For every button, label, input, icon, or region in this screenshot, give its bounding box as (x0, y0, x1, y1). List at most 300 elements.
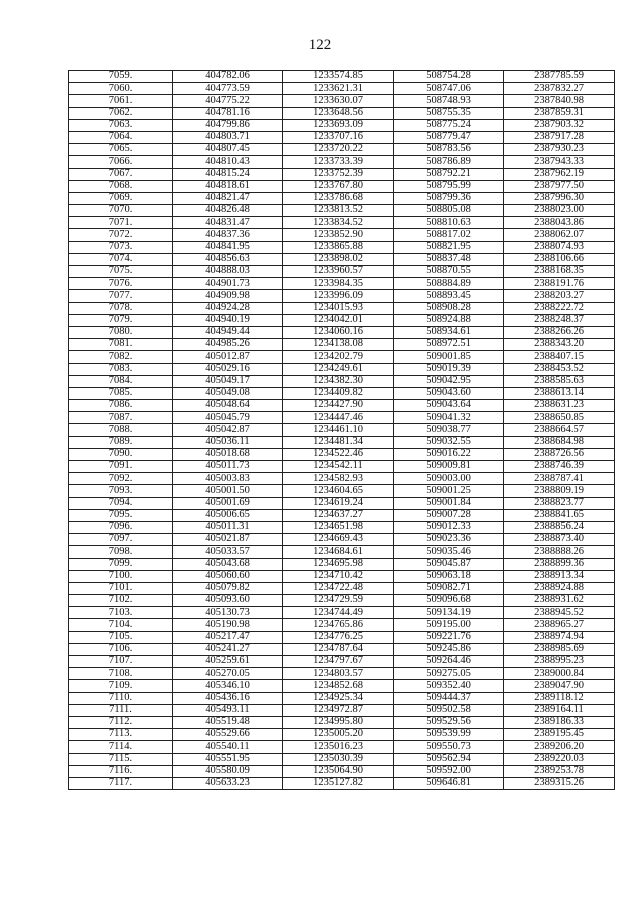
point-number-cell: 7116. (69, 765, 173, 777)
point-number-cell: 7091. (69, 461, 173, 473)
coord-y1-cell: 1234042.01 (283, 314, 394, 326)
coord-x1-cell: 404807.45 (173, 144, 283, 156)
coord-x2-cell: 509042.95 (394, 375, 504, 387)
coord-y1-cell: 1233720.22 (283, 144, 394, 156)
table-row (69, 521, 615, 533)
coord-y1-cell: 1233852.90 (283, 229, 394, 241)
coord-x2-cell: 509041.32 (394, 412, 504, 424)
table-row (69, 205, 615, 217)
coord-y1-cell: 1233707.16 (283, 131, 394, 143)
coord-y2-cell: 2389253.78 (504, 765, 615, 777)
coord-x2-cell: 509592.00 (394, 765, 504, 777)
coord-x2-cell: 509444.37 (394, 692, 504, 704)
table-row (69, 473, 615, 485)
point-number-cell: 7078. (69, 302, 173, 314)
coord-x2-cell: 508754.28 (394, 71, 504, 83)
table-row (69, 217, 615, 229)
coord-x2-cell: 509562.94 (394, 753, 504, 765)
coord-y1-cell: 1233834.52 (283, 217, 394, 229)
coord-x1-cell: 404799.86 (173, 119, 283, 131)
table-row (69, 704, 615, 716)
coord-x1-cell: 405060.60 (173, 570, 283, 582)
coord-x1-cell: 405049.08 (173, 387, 283, 399)
point-number-cell: 7102. (69, 595, 173, 607)
table-row (69, 278, 615, 290)
table-row (69, 765, 615, 777)
coord-x1-cell: 404810.43 (173, 156, 283, 168)
coord-y2-cell: 2388266.26 (504, 326, 615, 338)
point-number-cell: 7114. (69, 741, 173, 753)
coord-x2-cell: 509082.71 (394, 582, 504, 594)
coord-x2-cell: 509035.46 (394, 546, 504, 558)
coord-y1-cell: 1234722.48 (283, 582, 394, 594)
table-row (69, 83, 615, 95)
coord-y1-cell: 1234060.16 (283, 326, 394, 338)
coord-y2-cell: 2388453.52 (504, 363, 615, 375)
coord-y1-cell: 1234925.34 (283, 692, 394, 704)
coord-x1-cell: 405633.23 (173, 777, 283, 789)
coord-y1-cell: 1235005.20 (283, 729, 394, 741)
coord-x1-cell: 405241.27 (173, 643, 283, 655)
point-number-cell: 7107. (69, 656, 173, 668)
coord-x1-cell: 405519.48 (173, 716, 283, 728)
table-row (69, 777, 615, 789)
coord-x1-cell: 405270.05 (173, 668, 283, 680)
coord-x2-cell: 509275.05 (394, 668, 504, 680)
point-number-cell: 7097. (69, 534, 173, 546)
point-number-cell: 7071. (69, 217, 173, 229)
coord-y1-cell: 1233813.52 (283, 205, 394, 217)
coord-y1-cell: 1233786.68 (283, 192, 394, 204)
point-number-cell: 7082. (69, 351, 173, 363)
coord-x2-cell: 509032.55 (394, 436, 504, 448)
point-number-cell: 7061. (69, 95, 173, 107)
coord-x1-cell: 404775.22 (173, 95, 283, 107)
coord-x2-cell: 508805.08 (394, 205, 504, 217)
coord-x2-cell: 509012.33 (394, 521, 504, 533)
point-number-cell: 7069. (69, 192, 173, 204)
coord-y2-cell: 2388650.85 (504, 412, 615, 424)
point-number-cell: 7073. (69, 241, 173, 253)
point-number-cell: 7092. (69, 473, 173, 485)
coord-y2-cell: 2388873.40 (504, 534, 615, 546)
coord-y1-cell: 1233648.56 (283, 107, 394, 119)
coord-y1-cell: 1233767.80 (283, 180, 394, 192)
coord-x1-cell: 405018.68 (173, 448, 283, 460)
coord-y2-cell: 2389164.11 (504, 704, 615, 716)
coord-x1-cell: 405012.87 (173, 351, 283, 363)
point-number-cell: 7065. (69, 144, 173, 156)
coord-y1-cell: 1234461.10 (283, 424, 394, 436)
table-row (69, 156, 615, 168)
table-row (69, 107, 615, 119)
coord-x1-cell: 404924.28 (173, 302, 283, 314)
point-number-cell: 7103. (69, 607, 173, 619)
point-number-cell: 7112. (69, 716, 173, 728)
coord-x1-cell: 404901.73 (173, 278, 283, 290)
coord-x2-cell: 508934.61 (394, 326, 504, 338)
point-number-cell: 7088. (69, 424, 173, 436)
coord-x1-cell: 404856.63 (173, 253, 283, 265)
coord-x1-cell: 404818.61 (173, 180, 283, 192)
coord-x2-cell: 509001.85 (394, 351, 504, 363)
coord-x1-cell: 404837.36 (173, 229, 283, 241)
coord-x2-cell: 508795.99 (394, 180, 504, 192)
table-row (69, 266, 615, 278)
coord-y1-cell: 1233574.85 (283, 71, 394, 83)
coord-x1-cell: 405045.79 (173, 412, 283, 424)
coord-y2-cell: 2387840.98 (504, 95, 615, 107)
point-number-cell: 7094. (69, 497, 173, 509)
coord-y2-cell: 2388913.34 (504, 570, 615, 582)
coord-y1-cell: 1234447.46 (283, 412, 394, 424)
point-number-cell: 7084. (69, 375, 173, 387)
coord-y2-cell: 2387832.27 (504, 83, 615, 95)
table-row (69, 558, 615, 570)
table-row (69, 339, 615, 351)
coord-y1-cell: 1234765.86 (283, 619, 394, 631)
coord-y1-cell: 1234995.80 (283, 716, 394, 728)
coord-x1-cell: 405048.64 (173, 400, 283, 412)
coord-x2-cell: 508748.93 (394, 95, 504, 107)
point-number-cell: 7079. (69, 314, 173, 326)
coord-x1-cell: 404909.98 (173, 290, 283, 302)
coord-y1-cell: 1233865.88 (283, 241, 394, 253)
coord-y2-cell: 2388191.76 (504, 278, 615, 290)
coord-y2-cell: 2389000.84 (504, 668, 615, 680)
coord-x1-cell: 405259.61 (173, 656, 283, 668)
coord-y2-cell: 2388974.94 (504, 631, 615, 643)
table-row (69, 363, 615, 375)
table-row (69, 485, 615, 497)
coord-y1-cell: 1234684.61 (283, 546, 394, 558)
table-row (69, 424, 615, 436)
coord-y1-cell: 1235064.90 (283, 765, 394, 777)
table-row (69, 595, 615, 607)
coord-x2-cell: 509646.81 (394, 777, 504, 789)
coord-y1-cell: 1233984.35 (283, 278, 394, 290)
coord-y1-cell: 1233996.09 (283, 290, 394, 302)
coord-y1-cell: 1234637.27 (283, 509, 394, 521)
point-number-cell: 7075. (69, 266, 173, 278)
coord-y1-cell: 1233960.57 (283, 266, 394, 278)
coord-y1-cell: 1234797.67 (283, 656, 394, 668)
table-row (69, 436, 615, 448)
coord-y2-cell: 2387977.50 (504, 180, 615, 192)
coord-x1-cell: 405036.11 (173, 436, 283, 448)
coord-y1-cell: 1234382.30 (283, 375, 394, 387)
coord-y1-cell: 1233630.07 (283, 95, 394, 107)
coord-y1-cell: 1234582.93 (283, 473, 394, 485)
coord-y1-cell: 1233693.09 (283, 119, 394, 131)
coord-x2-cell: 509245.86 (394, 643, 504, 655)
table-row (69, 302, 615, 314)
coord-y2-cell: 2388222.72 (504, 302, 615, 314)
coord-x1-cell: 405580.09 (173, 765, 283, 777)
coord-x1-cell: 405011.73 (173, 461, 283, 473)
coord-y2-cell: 2388931.62 (504, 595, 615, 607)
table-row (69, 631, 615, 643)
table-row (69, 692, 615, 704)
coord-y1-cell: 1234542.11 (283, 461, 394, 473)
point-number-cell: 7117. (69, 777, 173, 789)
coord-y1-cell: 1234729.59 (283, 595, 394, 607)
point-number-cell: 7105. (69, 631, 173, 643)
coord-y1-cell: 1234776.25 (283, 631, 394, 643)
coord-y2-cell: 2388823.77 (504, 497, 615, 509)
coord-y2-cell: 2387917.28 (504, 131, 615, 143)
coord-y2-cell: 2388995.23 (504, 656, 615, 668)
point-number-cell: 7077. (69, 290, 173, 302)
table-row (69, 741, 615, 753)
coord-x1-cell: 405217.47 (173, 631, 283, 643)
coord-x2-cell: 508821.95 (394, 241, 504, 253)
table-row (69, 509, 615, 521)
coord-x2-cell: 508786.89 (394, 156, 504, 168)
coord-x1-cell: 404773.59 (173, 83, 283, 95)
coord-x2-cell: 508893.45 (394, 290, 504, 302)
coord-y2-cell: 2388841.65 (504, 509, 615, 521)
coord-y2-cell: 2388888.26 (504, 546, 615, 558)
coord-x2-cell: 509043.64 (394, 400, 504, 412)
coord-x1-cell: 405493.11 (173, 704, 283, 716)
table-row (69, 351, 615, 363)
coord-y2-cell: 2388074.93 (504, 241, 615, 253)
coord-y1-cell: 1233733.39 (283, 156, 394, 168)
coord-x1-cell: 404888.03 (173, 266, 283, 278)
point-number-cell: 7115. (69, 753, 173, 765)
coord-x1-cell: 404940.19 (173, 314, 283, 326)
point-number-cell: 7096. (69, 521, 173, 533)
point-number-cell: 7063. (69, 119, 173, 131)
point-number-cell: 7068. (69, 180, 173, 192)
coord-x1-cell: 405003.83 (173, 473, 283, 485)
point-number-cell: 7090. (69, 448, 173, 460)
coord-x1-cell: 405033.57 (173, 546, 283, 558)
coord-y2-cell: 2388684.98 (504, 436, 615, 448)
coord-x2-cell: 509195.00 (394, 619, 504, 631)
table-row (69, 375, 615, 387)
table-row (69, 716, 615, 728)
table-row (69, 570, 615, 582)
coord-x1-cell: 405042.87 (173, 424, 283, 436)
table-row (69, 326, 615, 338)
table-row (69, 607, 615, 619)
coord-y1-cell: 1233898.02 (283, 253, 394, 265)
coord-x1-cell: 405049.17 (173, 375, 283, 387)
point-number-cell: 7076. (69, 278, 173, 290)
page-number: 122 (308, 37, 332, 53)
coord-x1-cell: 405001.50 (173, 485, 283, 497)
coord-x2-cell: 508908.28 (394, 302, 504, 314)
coord-x1-cell: 405540.11 (173, 741, 283, 753)
point-number-cell: 7083. (69, 363, 173, 375)
coord-y1-cell: 1235127.82 (283, 777, 394, 789)
table-row (69, 131, 615, 143)
point-number-cell: 7059. (69, 71, 173, 83)
point-number-cell: 7080. (69, 326, 173, 338)
coord-x2-cell: 509016.22 (394, 448, 504, 460)
point-number-cell: 7101. (69, 582, 173, 594)
coord-y2-cell: 2388856.24 (504, 521, 615, 533)
table-row (69, 229, 615, 241)
table-row (69, 497, 615, 509)
table-row (69, 534, 615, 546)
coord-y2-cell: 2387859.31 (504, 107, 615, 119)
coord-y2-cell: 2388965.27 (504, 619, 615, 631)
point-number-cell: 7093. (69, 485, 173, 497)
coord-x1-cell: 405043.68 (173, 558, 283, 570)
point-number-cell: 7086. (69, 400, 173, 412)
coord-y2-cell: 2388924.88 (504, 582, 615, 594)
coord-y1-cell: 1234651.98 (283, 521, 394, 533)
coord-x2-cell: 509096.68 (394, 595, 504, 607)
coord-y1-cell: 1234744.49 (283, 607, 394, 619)
point-number-cell: 7100. (69, 570, 173, 582)
coord-y2-cell: 2388631.23 (504, 400, 615, 412)
coord-y1-cell: 1235030.39 (283, 753, 394, 765)
point-number-cell: 7087. (69, 412, 173, 424)
coord-x1-cell: 404815.24 (173, 168, 283, 180)
coord-x1-cell: 405011.31 (173, 521, 283, 533)
coord-x2-cell: 509001.84 (394, 497, 504, 509)
coord-y2-cell: 2389206.20 (504, 741, 615, 753)
coord-y1-cell: 1234249.61 (283, 363, 394, 375)
coord-y1-cell: 1234427.90 (283, 400, 394, 412)
coord-x2-cell: 509352.40 (394, 680, 504, 692)
point-number-cell: 7064. (69, 131, 173, 143)
coord-x2-cell: 508837.48 (394, 253, 504, 265)
table-row (69, 546, 615, 558)
table-row (69, 144, 615, 156)
coord-x1-cell: 404781.16 (173, 107, 283, 119)
coord-x1-cell: 405093.60 (173, 595, 283, 607)
coord-x2-cell: 509264.46 (394, 656, 504, 668)
table-row (69, 668, 615, 680)
coord-y2-cell: 2388168.35 (504, 266, 615, 278)
point-number-cell: 7074. (69, 253, 173, 265)
coord-x1-cell: 405006.65 (173, 509, 283, 521)
coord-x1-cell: 405079.82 (173, 582, 283, 594)
coord-y2-cell: 2388043.86 (504, 217, 615, 229)
table-row (69, 314, 615, 326)
coord-x1-cell: 405551.95 (173, 753, 283, 765)
coord-y2-cell: 2387943.33 (504, 156, 615, 168)
coord-y1-cell: 1234669.43 (283, 534, 394, 546)
coord-y2-cell: 2388106.66 (504, 253, 615, 265)
table-row (69, 192, 615, 204)
coord-y1-cell: 1234409.82 (283, 387, 394, 399)
coord-x2-cell: 509043.60 (394, 387, 504, 399)
table-row (69, 680, 615, 692)
point-number-cell: 7081. (69, 339, 173, 351)
point-number-cell: 7106. (69, 643, 173, 655)
coord-x2-cell: 509529.56 (394, 716, 504, 728)
coord-x2-cell: 509063.18 (394, 570, 504, 582)
coord-x1-cell: 405346.10 (173, 680, 283, 692)
coord-x2-cell: 508747.06 (394, 83, 504, 95)
coord-y2-cell: 2389047.90 (504, 680, 615, 692)
coord-y1-cell: 1234710.42 (283, 570, 394, 582)
coord-y1-cell: 1234015.93 (283, 302, 394, 314)
coord-y2-cell: 2388062.07 (504, 229, 615, 241)
coord-x2-cell: 508792.21 (394, 168, 504, 180)
coord-y1-cell: 1234202.79 (283, 351, 394, 363)
coord-y2-cell: 2389118.12 (504, 692, 615, 704)
coord-x1-cell: 405001.69 (173, 497, 283, 509)
coord-y2-cell: 2387996.30 (504, 192, 615, 204)
table-row (69, 729, 615, 741)
coord-y2-cell: 2389195.45 (504, 729, 615, 741)
coord-x2-cell: 508884.89 (394, 278, 504, 290)
table-row (69, 400, 615, 412)
coord-x1-cell: 404826.48 (173, 205, 283, 217)
table-row (69, 461, 615, 473)
point-number-cell: 7089. (69, 436, 173, 448)
coord-x2-cell: 508799.36 (394, 192, 504, 204)
point-number-cell: 7070. (69, 205, 173, 217)
point-number-cell: 7085. (69, 387, 173, 399)
coord-x1-cell: 405130.73 (173, 607, 283, 619)
coord-y1-cell: 1233752.39 (283, 168, 394, 180)
point-number-cell: 7095. (69, 509, 173, 521)
coord-y1-cell: 1234481.34 (283, 436, 394, 448)
coord-y2-cell: 2388664.57 (504, 424, 615, 436)
coord-x2-cell: 509001.25 (394, 485, 504, 497)
coord-y2-cell: 2388203.27 (504, 290, 615, 302)
coord-x1-cell: 404841.95 (173, 241, 283, 253)
coord-y2-cell: 2388726.56 (504, 448, 615, 460)
coord-x1-cell: 405190.98 (173, 619, 283, 631)
coord-y1-cell: 1234972.87 (283, 704, 394, 716)
point-number-cell: 7066. (69, 156, 173, 168)
table-row (69, 71, 615, 83)
coord-y2-cell: 2388899.36 (504, 558, 615, 570)
coord-x1-cell: 405021.87 (173, 534, 283, 546)
coord-x2-cell: 508972.51 (394, 339, 504, 351)
point-number-cell: 7062. (69, 107, 173, 119)
coord-y2-cell: 2387930.23 (504, 144, 615, 156)
coord-x2-cell: 509038.77 (394, 424, 504, 436)
table-row (69, 619, 615, 631)
coord-y2-cell: 2388585.63 (504, 375, 615, 387)
coord-x2-cell: 509045.87 (394, 558, 504, 570)
coord-x1-cell: 404821.47 (173, 192, 283, 204)
table-row (69, 753, 615, 765)
table-row (69, 448, 615, 460)
table-row (69, 241, 615, 253)
table-row (69, 656, 615, 668)
coord-y2-cell: 2387903.32 (504, 119, 615, 131)
coord-y1-cell: 1234604.65 (283, 485, 394, 497)
coord-y2-cell: 2389220.03 (504, 753, 615, 765)
coord-y2-cell: 2389315.26 (504, 777, 615, 789)
coord-y1-cell: 1234522.46 (283, 448, 394, 460)
coord-x2-cell: 509502.58 (394, 704, 504, 716)
coord-y2-cell: 2388746.39 (504, 461, 615, 473)
table-row (69, 643, 615, 655)
coord-x1-cell: 405029.16 (173, 363, 283, 375)
coord-y2-cell: 2388809.19 (504, 485, 615, 497)
table-row (69, 412, 615, 424)
point-number-cell: 7098. (69, 546, 173, 558)
coord-y1-cell: 1234787.64 (283, 643, 394, 655)
table-row (69, 95, 615, 107)
coord-y2-cell: 2388248.37 (504, 314, 615, 326)
coord-x1-cell: 404803.71 (173, 131, 283, 143)
coord-y2-cell: 2388613.14 (504, 387, 615, 399)
coord-x2-cell: 509550.73 (394, 741, 504, 753)
